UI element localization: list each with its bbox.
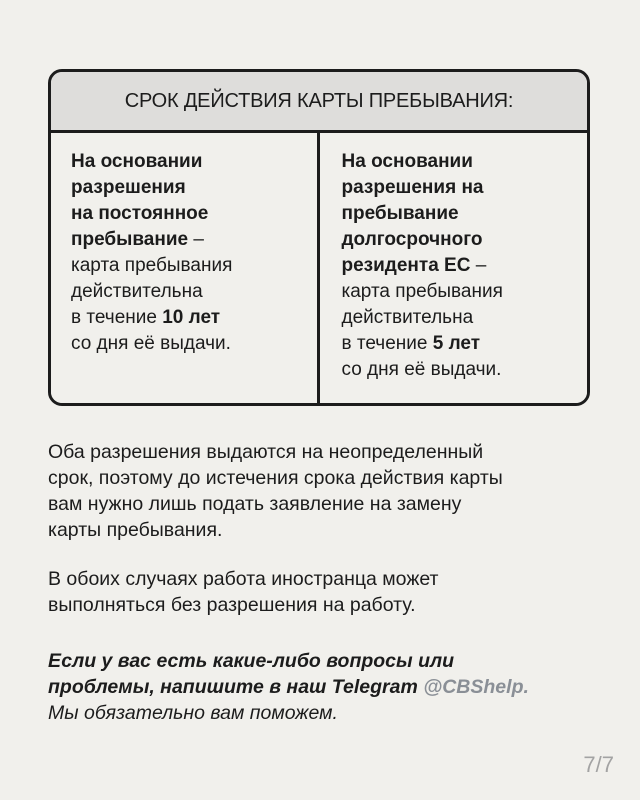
page-indicator: 7/7 [583, 752, 614, 777]
paragraph-work-permit: В обоих случаях работа иностранца может выполняться без разрешения на работу. [48, 568, 439, 616]
card-title: СРОК ДЕЙСТВИЯ КАРТЫ ПРЕБЫВАНИЯ: [124, 89, 514, 112]
right-bold-line: пребывание [341, 203, 459, 224]
eu-long-term-resident-column [320, 133, 588, 406]
contact-paragraph: Если у вас есть какие-либо вопросы или проблемы, напишите в наш Telegram @CBShelp. Мы обязательно вам поможем. [48, 650, 529, 724]
right-bold-line-last: резидента ЕС – [341, 255, 487, 276]
right-text-line: действительна [341, 307, 474, 328]
card-body [51, 133, 587, 406]
right-term-value: 5 лет [432, 333, 481, 354]
left-bold-line-last: пребывание – [71, 229, 204, 250]
left-term-line: в течение 10 лет [71, 307, 221, 328]
right-bold-line: На основании [341, 151, 473, 172]
validity-card [48, 69, 590, 406]
left-bold-line: на постоянное [71, 203, 209, 224]
left-bold-line: разрешения [71, 177, 186, 198]
left-bold-line: На основании [71, 151, 203, 172]
right-bold-line: долгосрочного [341, 229, 483, 250]
right-text-line: со дня её выдачи. [341, 359, 502, 380]
left-term-value: 10 лет [162, 307, 221, 328]
left-text-line: со дня её выдачи. [71, 333, 231, 354]
right-text-line: карта пребывания [341, 281, 503, 302]
right-bold-line: разрешения на [341, 177, 484, 198]
right-term-line: в течение 5 лет [341, 333, 481, 354]
card-header [51, 72, 587, 133]
permanent-residence-column [51, 133, 320, 406]
left-text-line: действительна [71, 281, 203, 302]
telegram-handle-link[interactable]: @CBShelp. [423, 676, 529, 698]
paragraph-renewal: Оба разрешения выдаются на неопределенный срок, поэтому до истечения срока действия карты вам нужно лишь подать заявление на замену карты пребывания. [48, 441, 503, 541]
left-text-line: карта пребывания [71, 255, 233, 276]
